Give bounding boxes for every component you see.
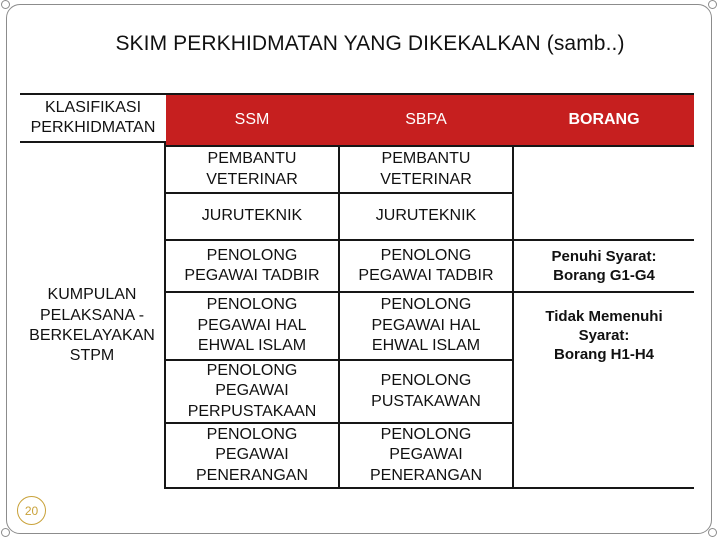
borang-cell-empty	[514, 147, 694, 239]
group-label-kumpulan-pelaksana: KUMPULAN PELAKSANA - BERKELAYAKAN STPM	[20, 143, 164, 489]
sbpa-cell: PENOLONG PUSTAKAWAN	[340, 361, 512, 422]
header-ssm: SSM	[234, 110, 270, 128]
header-sbpa: SBPA	[405, 110, 447, 128]
page-number: 20	[17, 496, 46, 525]
ssm-cell: PENOLONG PEGAWAI TADBIR	[166, 241, 338, 291]
ssm-cell: PENOLONG PEGAWAI PERPUSTAKAAN	[166, 361, 338, 422]
ssm-cell: PENOLONG PEGAWAI HAL EHWAL ISLAM	[166, 293, 338, 359]
borang-tidak-memenuhi-text: Tidak Memenuhi Syarat: Borang H1-H4	[545, 308, 663, 364]
header-borang: BORANG	[568, 110, 640, 128]
ssm-cell: PEMBANTU VETERINAR	[166, 147, 338, 192]
sbpa-cell: PENOLONG PEGAWAI TADBIR	[340, 241, 512, 291]
sbpa-cell: PENOLONG PEGAWAI HAL EHWAL ISLAM	[340, 293, 512, 359]
header-klasifikasi: KLASIFIKASI PERKHIDMATAN	[20, 95, 166, 141]
sbpa-cell: JURUTEKNIK	[340, 194, 512, 239]
sbpa-cell: PENOLONG PEGAWAI PENERANGAN	[340, 424, 512, 487]
frame-corner-ornament	[708, 0, 717, 9]
borang-cell-penuhi-syarat: Penuhi Syarat: Borang G1-G4	[514, 241, 694, 291]
frame-corner-ornament	[708, 528, 717, 537]
sbpa-cell: PEMBANTU VETERINAR	[340, 147, 512, 192]
page-title: SKIM PERKHIDMATAN YANG DIKEKALKAN (samb..)	[115, 32, 625, 55]
borang-cell-tidak-memenuhi	[514, 293, 694, 487]
frame-corner-ornament	[1, 0, 10, 9]
frame-corner-ornament	[1, 528, 10, 537]
ssm-cell: PENOLONG PEGAWAI PENERANGAN	[166, 424, 338, 487]
ssm-cell: JURUTEKNIK	[166, 194, 338, 239]
